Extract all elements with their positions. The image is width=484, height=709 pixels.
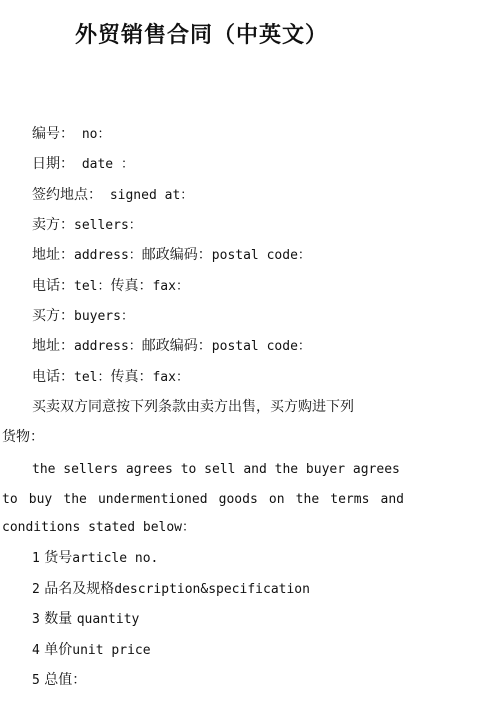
- field-seller-address: [32, 246, 311, 265]
- item-label-en: unit price: [72, 643, 151, 658]
- field-label-cn: 日期：: [32, 156, 74, 172]
- field-number: [32, 125, 110, 144]
- field-label-cn: 编号：: [32, 126, 74, 142]
- item-number: 1: [32, 551, 40, 566]
- agreement-en-line-1: the sellers agrees to sell and the buyer agrees: [32, 462, 400, 477]
- field-label-cn-2: 传真：: [110, 278, 153, 294]
- field-label-en-2: postal code：: [211, 339, 311, 354]
- item-label-cn: 数量: [44, 611, 73, 627]
- item-label-cn: 单价: [44, 642, 73, 658]
- field-signed-at: [32, 186, 193, 205]
- field-label-en: buyers：: [74, 309, 134, 324]
- field-label-en: tel：: [74, 279, 111, 294]
- field-label-cn: 卖方：: [32, 217, 74, 233]
- item-description: [32, 580, 310, 599]
- item-label-cn: 货号: [44, 550, 73, 566]
- field-buyer-address: [32, 337, 311, 356]
- field-label-cn: 电话：: [32, 278, 74, 294]
- item-label-cn: 品名及规格: [44, 581, 115, 597]
- field-label-en-2: postal code：: [211, 248, 311, 263]
- agreement-cn-line-2: 货物：: [2, 429, 44, 445]
- field-label-en: address：: [74, 339, 142, 354]
- field-label-en: tel：: [74, 370, 111, 385]
- field-label-cn: 电话：: [32, 369, 74, 385]
- item-quantity: [32, 610, 139, 629]
- field-label-en: signed at：: [102, 188, 194, 203]
- field-label-cn: 签约地点：: [32, 187, 102, 203]
- field-date: [32, 155, 134, 174]
- item-total-value: [32, 671, 86, 690]
- agreement-en-line-2: to buy the undermentioned goods on the terms and: [2, 492, 404, 507]
- agreement-en-line-3: conditions stated below：: [2, 520, 196, 535]
- item-label-en: quantity: [76, 612, 140, 627]
- field-label-en-2: fax：: [152, 279, 189, 294]
- item-number: 5: [32, 673, 40, 688]
- agreement-cn-line-1: 买卖双方同意按下列条款由卖方出售，买方购进下列: [32, 399, 354, 415]
- field-label-en: date ：: [74, 157, 134, 172]
- field-label-cn: 地址：: [32, 247, 74, 263]
- field-label-cn-2: 邮政编码：: [141, 338, 212, 354]
- item-label-cn: 总值：: [44, 672, 87, 688]
- item-label-en: description&specification: [114, 582, 310, 597]
- field-buyer-tel: [32, 368, 189, 387]
- field-label-en: no：: [74, 127, 111, 142]
- item-number: 3: [32, 612, 40, 627]
- field-sellers: [32, 216, 142, 235]
- item-number: 2: [32, 582, 40, 597]
- field-label-en: sellers：: [74, 218, 142, 233]
- item-number: 4: [32, 643, 40, 658]
- field-label-cn-2: 传真：: [110, 369, 153, 385]
- field-label-en: address：: [74, 248, 142, 263]
- field-label-en-2: fax：: [152, 370, 189, 385]
- field-label-cn-2: 邮政编码：: [141, 247, 212, 263]
- field-seller-tel: [32, 277, 189, 296]
- document-title: 外贸销售合同（中英文）: [75, 23, 329, 48]
- field-buyers: [32, 307, 134, 326]
- field-label-cn: 地址：: [32, 338, 74, 354]
- item-article-no: [32, 549, 158, 568]
- item-unit-price: [32, 641, 151, 660]
- field-label-cn: 买方：: [32, 308, 74, 324]
- item-label-en: article no.: [72, 551, 159, 566]
